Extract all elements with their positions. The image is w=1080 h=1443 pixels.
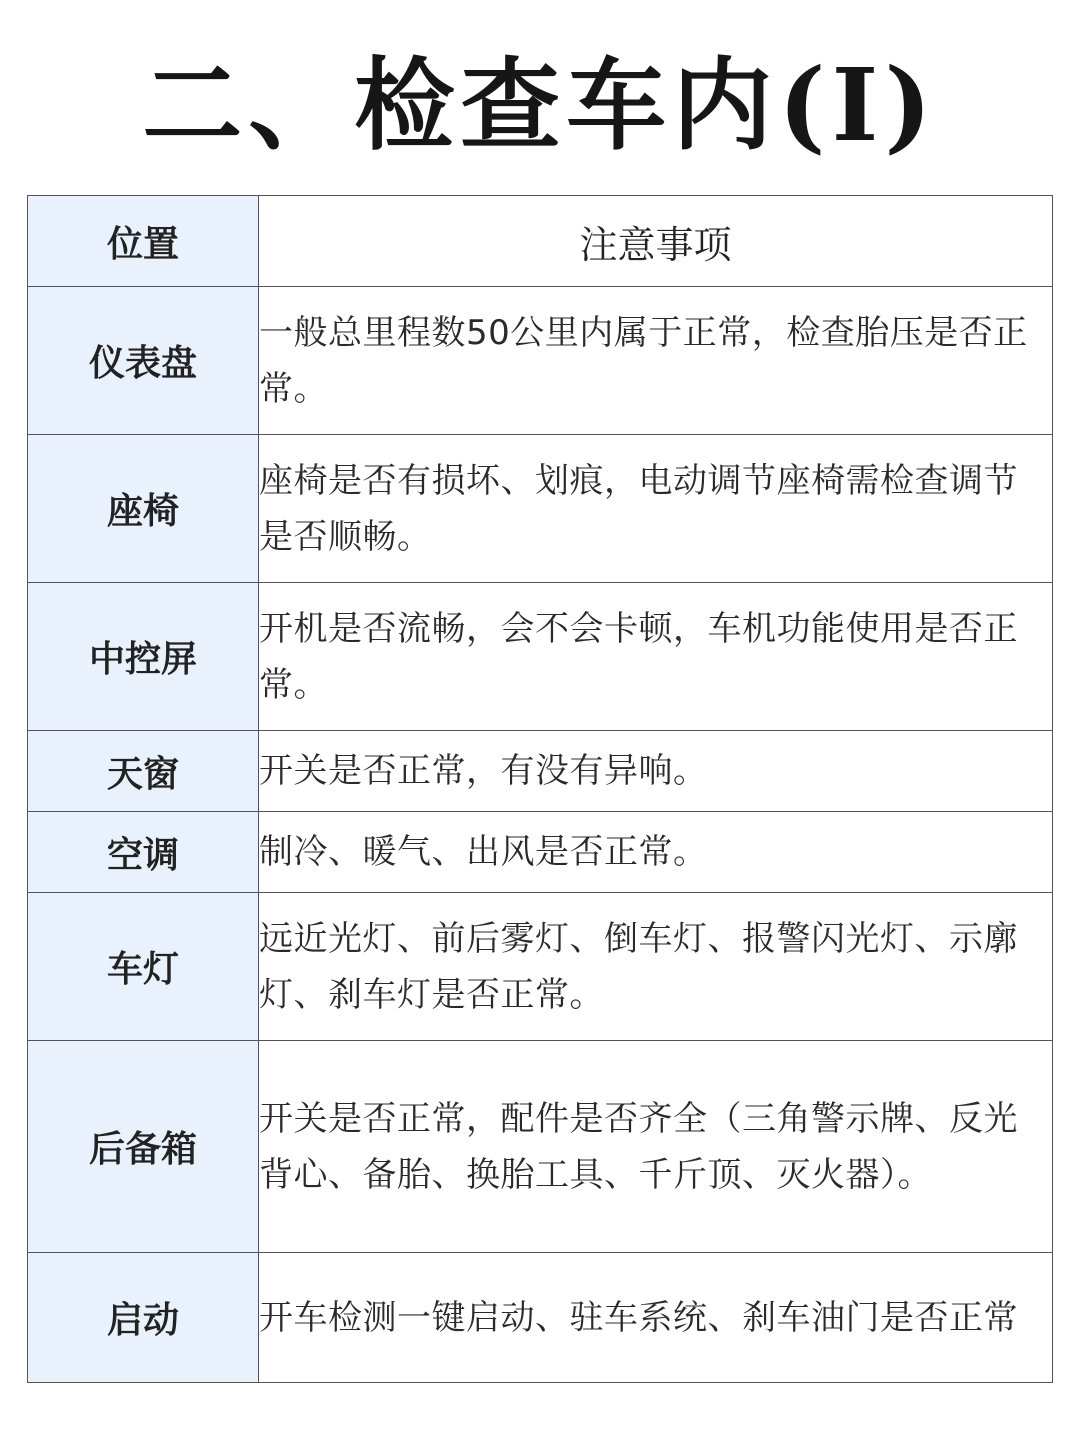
table-row [28,435,1053,583]
row-note-start: 开车检测一键启动、驻车系统、刹车油门是否正常 [259,1253,1053,1383]
header-position: 位置 [28,196,259,287]
header-notes: 注意事项 [259,196,1053,287]
row-note-sunroof: 开关是否正常，有没有异响。 [259,731,1053,812]
table-header-row [28,196,1053,287]
row-position-sunroof: 天窗 [28,731,259,812]
row-note-air-conditioning: 制冷、暖气、出风是否正常。 [259,812,1053,893]
page-title: 二、检查车内(I) [142,46,938,164]
row-position-air-conditioning: 空调 [28,812,259,893]
row-note-dashboard: 一般总里程数50公里内属于正常，检查胎压是否正常。 [259,287,1053,435]
row-position-dashboard: 仪表盘 [28,287,259,435]
row-position-center-screen: 中控屏 [28,583,259,731]
table-row [28,812,1053,893]
row-position-lights: 车灯 [28,893,259,1041]
table-row [28,583,1053,731]
table-row [28,1253,1053,1383]
row-note-lights: 远近光灯、前后雾灯、倒车灯、报警闪光灯、示廓灯、刹车灯是否正常。 [259,893,1053,1041]
row-note-trunk: 开关是否正常，配件是否齐全（三角警示牌、反光背心、备胎、换胎工具、千斤顶、灭火器）。 [259,1041,1053,1253]
table-row [28,287,1053,435]
table-row [28,1041,1053,1253]
row-note-seats: 座椅是否有损坏、划痕，电动调节座椅需检查调节是否顺畅。 [259,435,1053,583]
row-position-start: 启动 [28,1253,259,1383]
row-position-trunk: 后备箱 [28,1041,259,1253]
row-position-seats: 座椅 [28,435,259,583]
table-row [28,893,1053,1041]
row-note-center-screen: 开机是否流畅，会不会卡顿，车机功能使用是否正常。 [259,583,1053,731]
inspection-table [27,195,1053,1383]
table-row [28,731,1053,812]
